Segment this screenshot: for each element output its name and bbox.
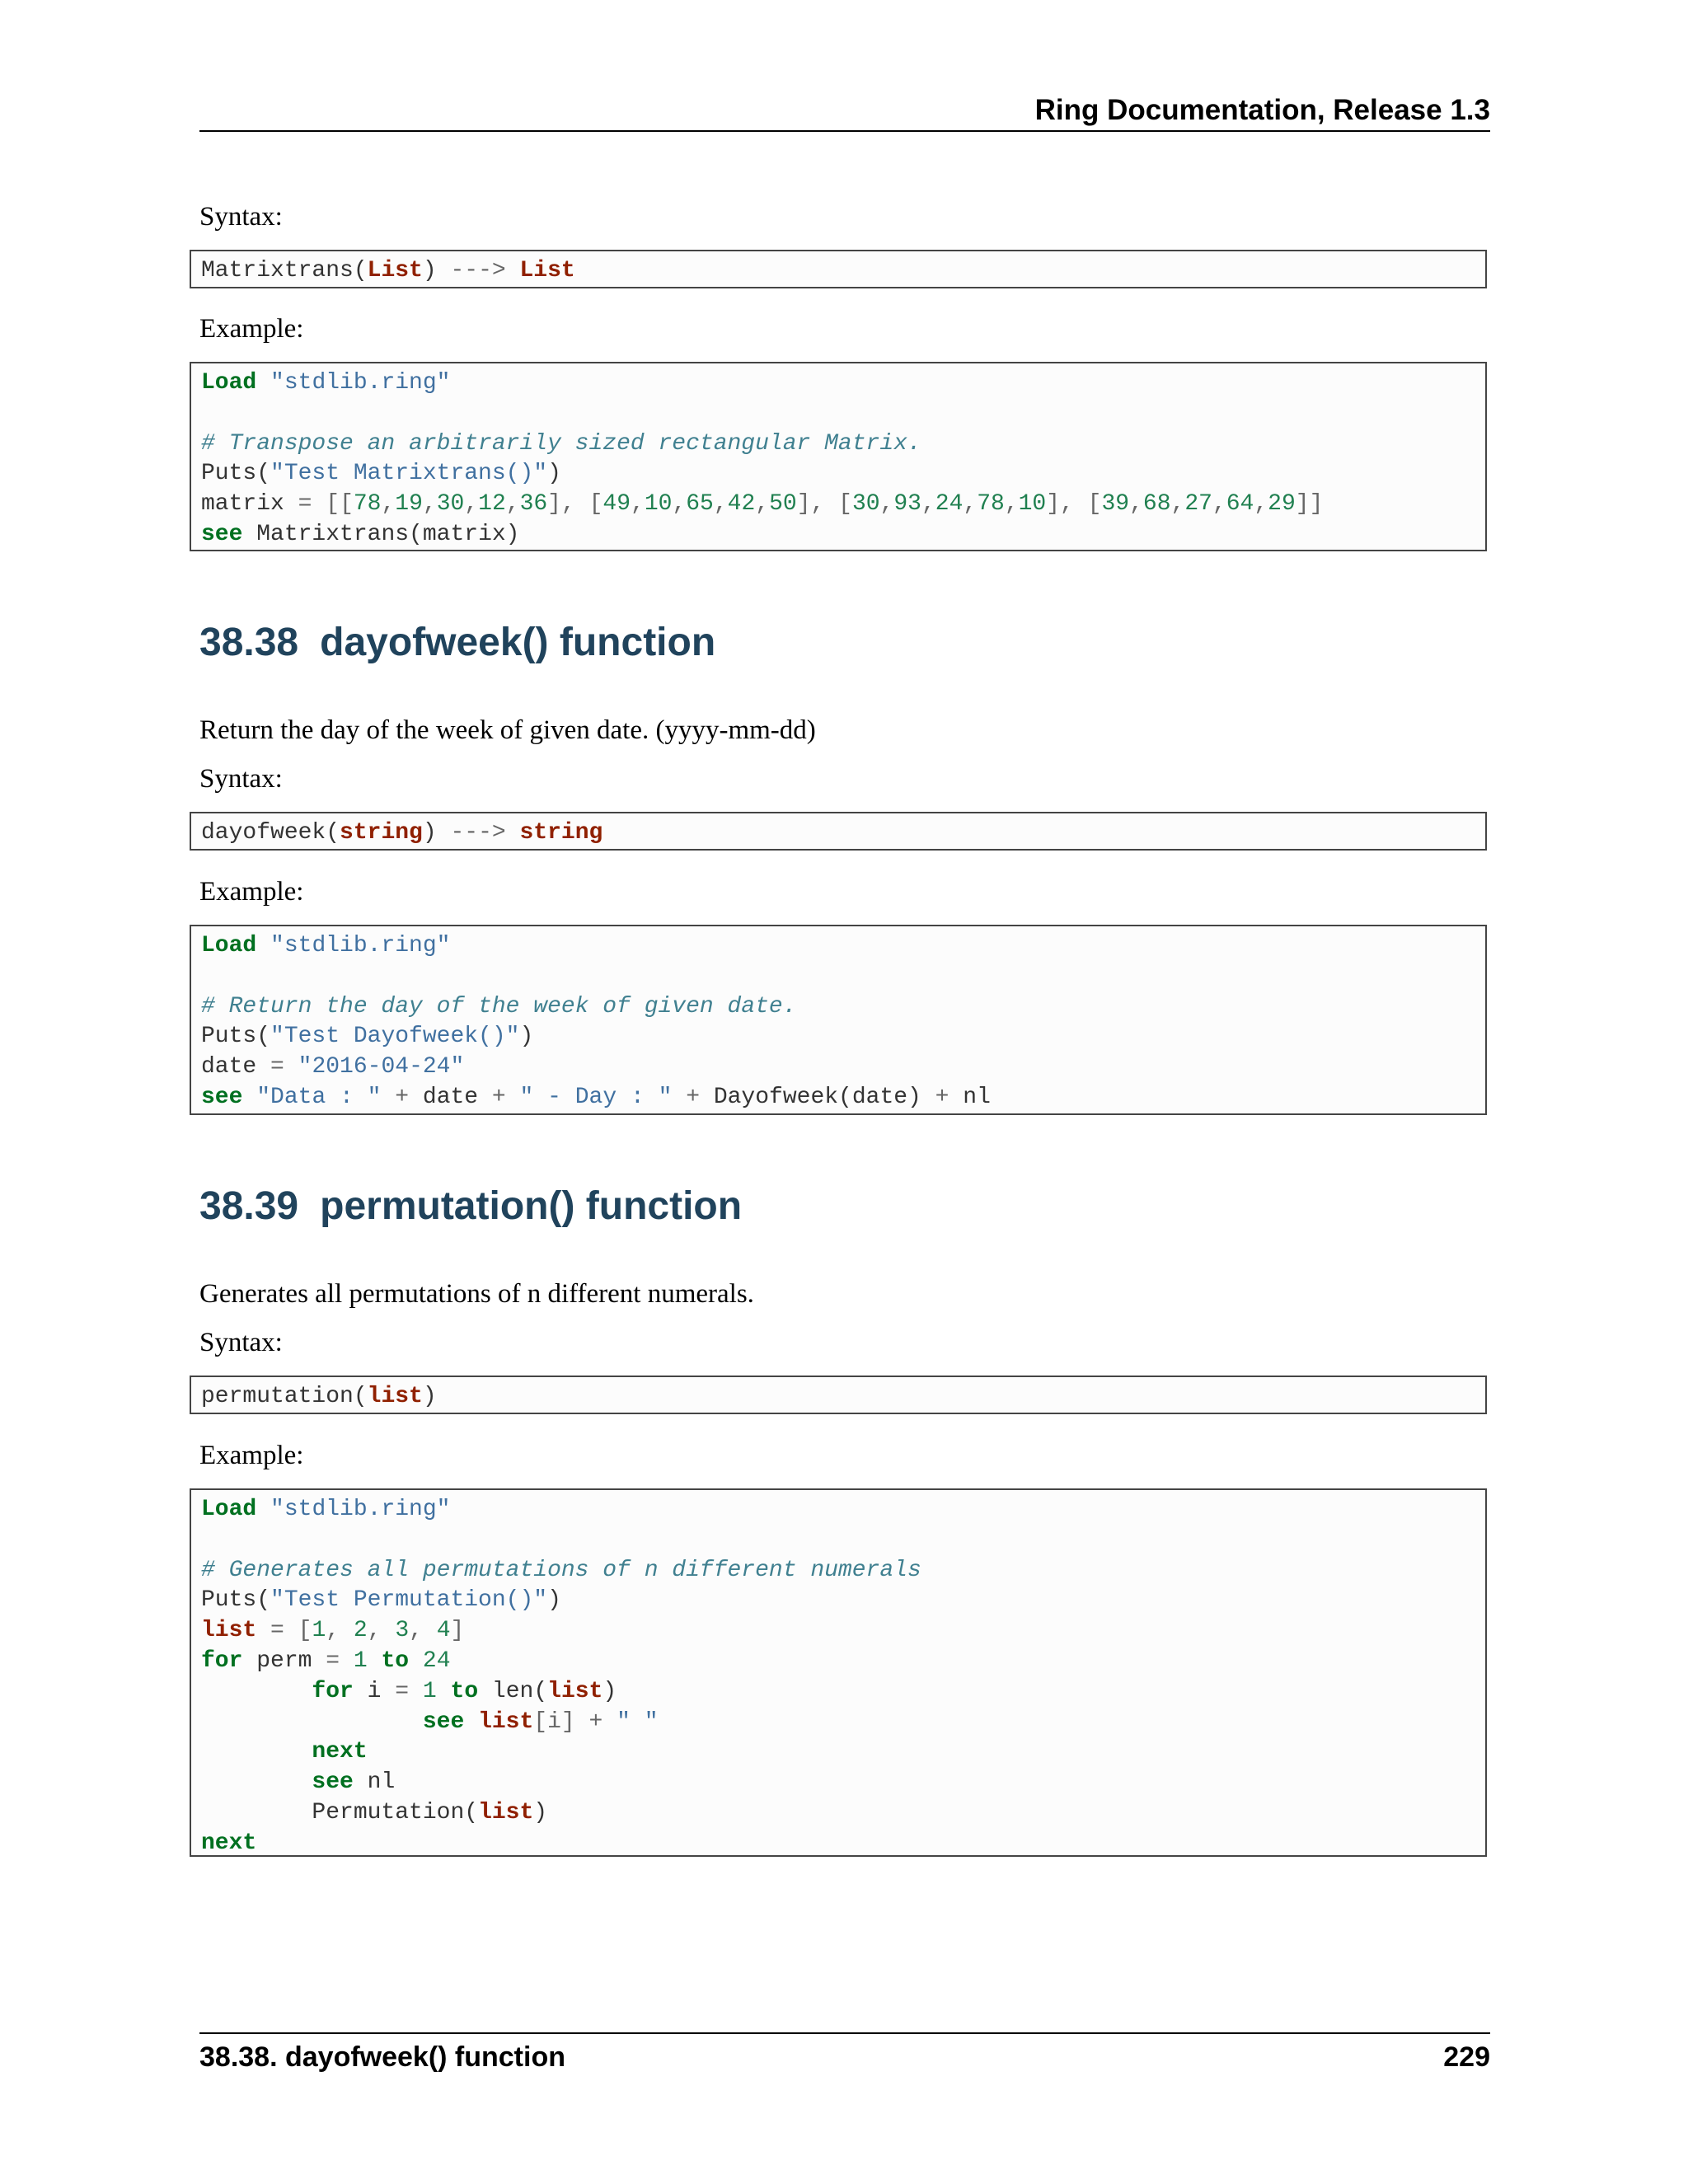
page-number: 229 <box>1443 2041 1490 2073</box>
matrix-value: 68 <box>1142 491 1171 518</box>
matrix-value: 30 <box>851 491 880 518</box>
code-string: "Test Dayofweek()" <box>270 1024 520 1050</box>
running-header: Ring Documentation, Release 1.3 <box>199 91 1490 132</box>
code-operator: = <box>298 491 312 518</box>
code-number: 1 <box>353 1647 368 1674</box>
matrix-value: 78 <box>353 491 382 518</box>
code-builtin: list <box>478 1799 534 1825</box>
code-paren: ) <box>533 1799 548 1825</box>
code-operator: + <box>395 1084 410 1110</box>
code-call: Matrixtrans(matrix) <box>242 521 520 547</box>
matrix-literal: [[78,19,30,12,36], [49,10,65,42,50], [30,93,24,78,10], [39,68,27,64,29]] <box>326 491 1324 518</box>
code-string: " - Day : " <box>519 1084 673 1110</box>
matrix-value: 78 <box>977 491 1005 518</box>
matrix-value: 49 <box>603 491 631 518</box>
code-operator: + <box>686 1084 701 1110</box>
code-block-matrixtrans-example <box>190 362 1487 551</box>
code-paren: ) <box>603 1678 617 1704</box>
page-footer <box>199 2032 1490 2073</box>
code-block-matrixtrans-syntax <box>190 250 1487 288</box>
syntax-label: Syntax: <box>199 1328 283 1357</box>
code-string: "stdlib.ring" <box>270 1497 451 1522</box>
code-fn: len( <box>478 1678 548 1704</box>
list-value: 4 <box>436 1618 451 1644</box>
code-paren: ) <box>422 258 437 284</box>
matrix-value: 29 <box>1268 491 1296 518</box>
code-operator: = <box>395 1678 410 1704</box>
section-title: dayofweek() function <box>320 621 716 664</box>
code-paren: ) <box>422 820 437 846</box>
section-heading-permutation <box>199 1182 742 1231</box>
code-operator: + <box>491 1084 506 1110</box>
code-keyword: see <box>312 1769 354 1796</box>
code-keyword: see <box>201 1084 243 1110</box>
code-string: "Test Permutation()" <box>270 1587 548 1614</box>
matrix-value: 10 <box>1018 491 1047 518</box>
code-block-dayofweek-syntax <box>190 812 1487 851</box>
code-string: "2016-04-24" <box>298 1054 465 1080</box>
syntax-label: Syntax: <box>199 764 283 794</box>
code-operator: = <box>326 1647 340 1674</box>
matrix-value: 27 <box>1184 491 1212 518</box>
code-block-permutation-syntax <box>190 1376 1487 1414</box>
code-var: i <box>353 1678 396 1704</box>
matrix-value: 42 <box>727 491 756 518</box>
code-operator: = <box>270 1054 284 1080</box>
code-comment: # Return the day of the week of given date. <box>201 993 797 1019</box>
code-operator: = <box>270 1618 284 1644</box>
example-label: Example: <box>199 877 304 907</box>
code-fn: Puts( <box>201 1024 271 1050</box>
section-heading-dayofweek <box>199 618 715 668</box>
code-return-type: string <box>519 820 603 846</box>
code-keyword: see <box>201 521 243 547</box>
code-keyword: next <box>201 1830 257 1856</box>
code-keyword: Load <box>201 370 257 396</box>
code-block-dayofweek-example <box>190 925 1487 1115</box>
matrix-value: 12 <box>478 491 506 518</box>
code-keyword: to <box>450 1678 479 1704</box>
section-number: 38.38 <box>199 621 299 664</box>
matrix-value: 24 <box>935 491 964 518</box>
matrix-value: 36 <box>519 491 548 518</box>
code-fn: Matrixtrans( <box>201 258 368 284</box>
matrix-value: 65 <box>686 491 714 518</box>
list-value: 3 <box>395 1618 410 1644</box>
matrix-value: 39 <box>1101 491 1130 518</box>
code-keyword: next <box>312 1739 368 1765</box>
matrix-value: 30 <box>436 491 465 518</box>
code-fn: Puts( <box>201 461 271 487</box>
code-return-type: List <box>519 258 575 284</box>
matrix-value: 50 <box>769 491 797 518</box>
code-call: Dayofweek(date) <box>700 1084 935 1110</box>
code-arg: string <box>340 820 423 846</box>
code-var: date <box>409 1084 492 1110</box>
code-string: "stdlib.ring" <box>270 370 451 396</box>
code-block-permutation-example <box>190 1488 1487 1857</box>
list-value: 1 <box>312 1618 326 1644</box>
code-arg: list <box>367 1384 423 1409</box>
footer-section: 38.38. dayofweek() function <box>199 2041 565 2073</box>
matrix-value: 93 <box>893 491 921 518</box>
code-keyword: Load <box>201 1497 257 1522</box>
code-keyword: Load <box>201 933 257 958</box>
matrix-value: 64 <box>1226 491 1254 518</box>
list-literal: [1, 2, 3, 4] <box>298 1618 465 1644</box>
code-operator: + <box>935 1084 950 1110</box>
matrix-value: 19 <box>395 491 423 518</box>
code-var: date <box>201 1054 271 1080</box>
code-paren: ) <box>519 1024 534 1050</box>
matrix-value: 10 <box>644 491 673 518</box>
example-label: Example: <box>199 314 304 344</box>
list-value: 2 <box>353 1618 368 1644</box>
code-var: nl <box>949 1084 991 1110</box>
code-comment: # Generates all permutations of n different numerals <box>201 1557 921 1583</box>
code-index: [i] <box>533 1708 575 1735</box>
code-fn: permutation( <box>201 1384 368 1409</box>
code-string: "stdlib.ring" <box>270 933 451 958</box>
code-paren: ) <box>547 1587 561 1614</box>
code-number: 1 <box>422 1678 437 1704</box>
section-description: Generates all permutations of n different numerals. <box>199 1279 754 1309</box>
code-string: " " <box>617 1708 659 1735</box>
code-fn: dayofweek( <box>201 820 340 846</box>
code-builtin: list <box>201 1618 257 1644</box>
code-fn: Puts( <box>201 1587 271 1614</box>
code-var: nl <box>353 1769 396 1796</box>
code-builtin: list <box>547 1678 603 1704</box>
code-keyword: to <box>381 1647 410 1674</box>
code-keyword: for <box>201 1647 243 1674</box>
code-var: perm <box>242 1647 326 1674</box>
code-keyword: for <box>312 1678 354 1704</box>
code-string: "Test Matrixtrans()" <box>270 461 548 487</box>
code-paren: ) <box>547 461 561 487</box>
code-builtin: list <box>478 1708 534 1735</box>
code-arrow: ---> <box>436 820 520 846</box>
syntax-label: Syntax: <box>199 202 283 232</box>
document-page <box>199 0 1490 2184</box>
code-fn: Permutation( <box>312 1799 479 1825</box>
code-var: matrix <box>201 491 298 518</box>
section-description: Return the day of the week of given date. (yyyy-mm-dd) <box>199 715 816 745</box>
code-operator: + <box>588 1708 603 1735</box>
code-arg: List <box>367 258 423 284</box>
code-comment: # Transpose an arbitrarily sized rectangular Matrix. <box>201 430 921 457</box>
example-label: Example: <box>199 1441 304 1470</box>
code-keyword: see <box>422 1708 465 1735</box>
section-number: 38.39 <box>199 1184 299 1228</box>
code-number: 24 <box>422 1647 451 1674</box>
code-paren: ) <box>422 1384 437 1409</box>
code-arrow: ---> <box>436 258 520 284</box>
code-string: "Data : " <box>256 1084 382 1110</box>
section-title: permutation() function <box>320 1184 743 1228</box>
